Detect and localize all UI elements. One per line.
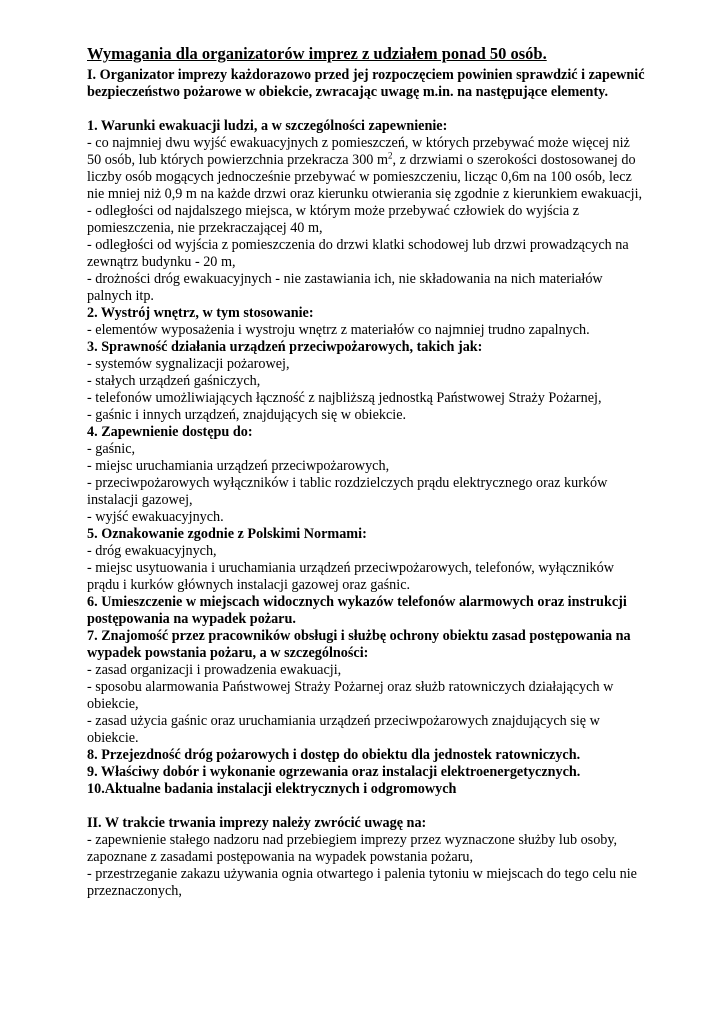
list-item: - odległości od wyjścia z pomieszczenia do drzwi klatki schodowej lub drzwi prowadzących na zewnątrz budynku - 20 m, (87, 237, 629, 270)
section-1 (87, 118, 647, 305)
section-heading: 6. Umieszczenie w miejscach widocznych wykazów telefonów alarmowych oraz instrukcji postępowania na wypadek pożaru. (87, 594, 627, 627)
list-item: - stałych urządzeń gaśniczych, (87, 373, 261, 389)
list-item: - miejsc uruchamiania urządzeń przeciwpożarowych, (87, 458, 390, 474)
list-item: - gaśnic i innych urządzeń, znajdujących się w obiekcie. (87, 407, 407, 423)
superscript: 2 (388, 150, 393, 161)
section-6 (87, 594, 647, 628)
section-5 (87, 526, 647, 594)
section-heading: 3. Sprawność działania urządzeń przeciwpożarowych, takich jak: (87, 339, 483, 355)
part2-heading: II. W trakcie trwania imprezy należy zwrócić uwagę na: (87, 815, 427, 831)
list-item: - systemów sygnalizacji pożarowej, (87, 356, 290, 372)
list-item: - wyjść ewakuacyjnych. (87, 509, 224, 525)
list-item: - telefonów umożliwiających łączność z najbliższą jednostką Państwowej Straży Pożarnej, (87, 390, 602, 406)
part-2 (87, 815, 647, 900)
list-item: - drożności dróg ewakuacyjnych - nie zastawiania ich, nie składowania na nich materiałów palnych itp. (87, 271, 603, 304)
section-2 (87, 305, 647, 339)
section-heading: 1. Warunki ewakuacji ludzi, a w szczególności zapewnienie: (87, 118, 448, 134)
list-item: - co najmniej dwu wyjść ewakuacyjnych z pomieszczeń, w których przebywać może więcej niż 50 osób, lub których powierzchnia przekracza 300 $m^2$, z drzwiami o szerokości dostosowanej do liczby osób mogących jednocześnie przebywać w pomieszczeniu, licząc 0,6m na 100 osób, lecz nie mniej niż 0,9 m na każde drzwi oraz kierunku otwierania się zgodnie z kierunkiem ewakuacji, (87, 135, 643, 202)
spacer (87, 798, 647, 815)
list-item: - przeciwpożarowych wyłączników i tablic rozdzielczych prądu elektrycznego oraz kurków instalacji gazowej, (87, 475, 608, 508)
section-8-heading: 8. Przejezdność dróg pożarowych i dostęp do obiektu dla jednostek ratowniczych. (87, 747, 581, 763)
section-3 (87, 339, 647, 424)
section-10-heading: 10.Aktualne badania instalacji elektrycznych i odgromowych (87, 781, 457, 797)
list-item: - gaśnic, (87, 441, 136, 457)
list-item: - elementów wyposażenia i wystroju wnętrz z materiałów co najmniej trudno zapalnych. (87, 322, 590, 338)
list-item: - zasad użycia gaśnic oraz uruchamiania urządzeń przeciwpożarowych znajdujących się w obiekcie. (87, 713, 600, 746)
section-9-heading: 9. Właściwy dobór i wykonanie ogrzewania oraz instalacji elektroenergetycznych. (87, 764, 581, 780)
list-item: - zasad organizacji i prowadzenia ewakuacji, (87, 662, 342, 678)
spacer (87, 101, 647, 118)
list-item: - miejsc usytuowania i uruchamiania urządzeń przeciwpożarowych, telefonów, wyłączników prądu i kurków głównych instalacji gazowej oraz gaśnic. (87, 560, 614, 593)
document-page (87, 44, 647, 900)
section-heading: 2. Wystrój wnętrz, w tym stosowanie: (87, 305, 314, 321)
document-title: Wymagania dla organizatorów imprez z udziałem ponad 50 osób. (87, 44, 547, 63)
list-item: - sposobu alarmowania Państwowej Straży Pożarnej oraz służb ratowniczych działających w obiekcie, (87, 679, 614, 712)
list-item: - dróg ewakuacyjnych, (87, 543, 217, 559)
list-item: - zapewnienie stałego nadzoru nad przebiegiem imprezy przez wyznaczone służby lub osoby, zapoznane z zasadami postępowania na wypadek powstania pożaru, (87, 832, 618, 865)
list-item: - przestrzeganie zakazu używania ognia otwartego i palenia tytoniu w miejscach do tego celu nie przeznaczonych, (87, 866, 637, 899)
section-4 (87, 424, 647, 526)
section-heading: 4. Zapewnienie dostępu do: (87, 424, 253, 440)
section-heading: 7. Znajomość przez pracowników obsługi i służbę ochrony obiektu zasad postępowania na wypadek powstania pożaru, a w szczególności: (87, 628, 631, 661)
section-heading: 5. Oznakowanie zgodnie z Polskimi Normami: (87, 526, 367, 542)
list-item: - odległości od najdalszego miejsca, w którym może przebywać człowiek do wyjścia z pomieszczenia, nie przekraczającej 40 m, (87, 203, 580, 236)
part1-intro: I. Organizator imprezy każdorazowo przed jej rozpoczęciem powinien sprawdzić i zapewnić bezpieczeństwo pożarowe w obiekcie, zwracając uwagę m.in. na następujące elementy. (87, 67, 645, 100)
section-7 (87, 628, 647, 747)
